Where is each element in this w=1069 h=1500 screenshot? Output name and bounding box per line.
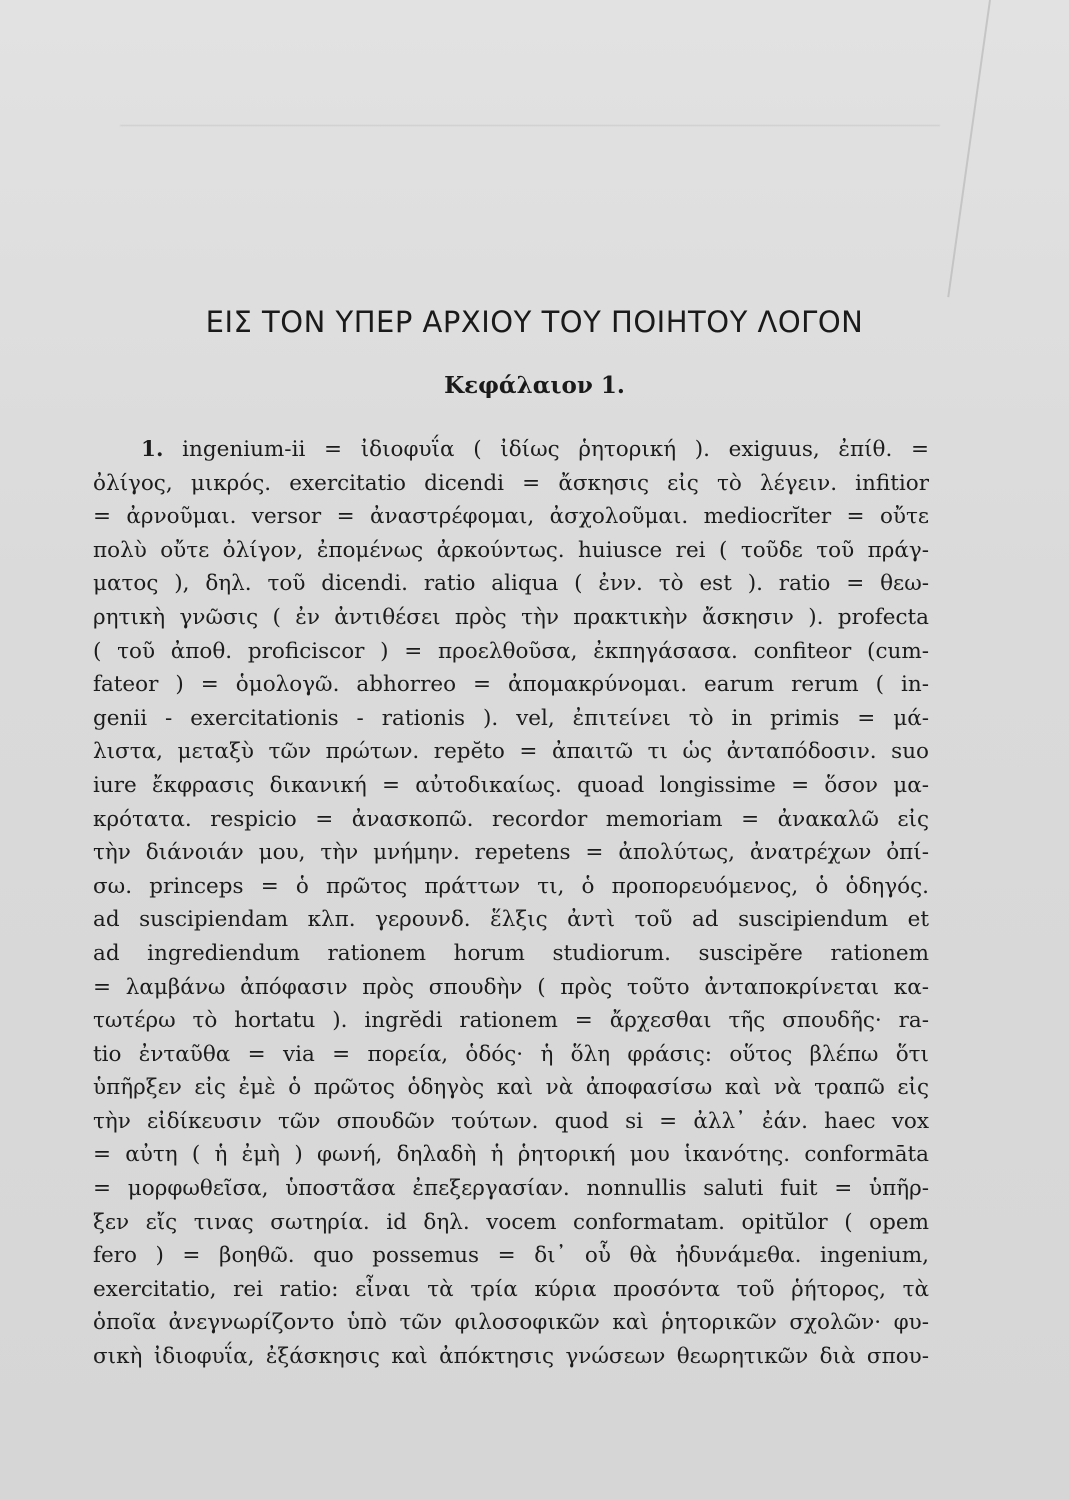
text-line: σικὴ ἰδιοφυΐα, ἐξάσκησις καὶ ἀπόκτησις γνώσεων θεωρητικῶν διὰ σπου- — [93, 1344, 929, 1370]
text-line: genii - exercitationis - rationis ). vel, ἐπιτείνει τὸ in primis = μά- — [93, 705, 929, 731]
body-text — [93, 433, 929, 1374]
text-line: τὴν εἰδίκευσιν τῶν σπουδῶν τούτων. quod si = ἀλλ᾽ ἐάν. haec vox — [93, 1108, 929, 1134]
chapter-title: Κεφάλαιον 1. — [444, 372, 625, 399]
text-line: σω. princeps = ὁ πρῶτος πράττων τι, ὁ προπορευόμενος, ὁ ὁδηγός. — [93, 873, 929, 899]
paragraph-number: 1. — [141, 437, 164, 462]
text-line: ὀλίγος, μικρός. exercitatio dicendi = ἄσκησις εἰς τὸ λέγειν. infitior — [93, 470, 929, 496]
text-line: ματος ), δηλ. τοῦ dicendi. ratio aliqua ( ἐνν. τὸ est ). ratio = θεω- — [93, 571, 929, 597]
text-line: = αὐτη ( ἡ ἐμὴ ) φωνή, δηλαδὴ ἡ ῥητορική μου ἱκανότης. conformāta — [93, 1142, 929, 1168]
text-line: ὁποῖα ἀνεγνωρίζοντο ὑπὸ τῶν φιλοσοφικῶν καὶ ῥητορικῶν σχολῶν· φυ- — [93, 1310, 929, 1336]
text-line: ξεν εἴς τινας σωτηρία. id δηλ. vocem conformatam. opitŭlor ( opem — [93, 1209, 929, 1235]
text-line: ( τοῦ ἀποθ. proficiscor ) = προελθοῦσα, ἐκπηγάσασα. confiteor (cum- — [93, 638, 929, 664]
text-line: fateor ) = ὁμολογῶ. abhorreo = ἀπομακρύνομαι. earum rerum ( in- — [93, 672, 929, 698]
text-line: ὑπῆρξεν εἰς ἐμὲ ὁ πρῶτος ὁδηγὸς καὶ νὰ ἀποφασίσω καὶ νὰ τραπῶ εἰς — [93, 1075, 929, 1101]
text-line: κρότατα. respicio = ἀνασκοπῶ. recordor memoriam = ἀνακαλῶ εἰς — [93, 806, 929, 832]
text-line: πολὺ οὔτε ὀλίγον, ἐπομένως ἀρκούντως. huiusce rei ( τοῦδε τοῦ πράγ- — [93, 537, 929, 563]
text-line: ad ingrediendum rationem horum studiorum. suscipĕre rationem — [93, 940, 929, 966]
text-line: = μορφωθεῖσα, ὑποστᾶσα ἐπεξεργασίαν. nonnullis saluti fuit = ὑπῆρ- — [93, 1176, 929, 1202]
text-line: λιστα, μεταξὺ τῶν πρώτων. repĕto = ἀπαιτῶ τι ὡς ἀνταπόδοσιν. suo — [93, 739, 929, 765]
page-title: ΕΙΣ ΤΟΝ ΥΠΕΡ ΑΡΧΙΟΥ ΤΟΥ ΠΟΙΗΤΟΥ ΛΟΓΟΝ — [205, 305, 864, 339]
text-line: τὴν διάνοιάν μου, τὴν μνήμην. repetens = ἀπολύτως, ἀνατρέχων ὀπί- — [93, 840, 929, 866]
text-line: = λαμβάνω ἀπόφασιν πρὸς σπουδὴν ( πρὸς τοῦτο ἀνταποκρίνεται κα- — [93, 974, 929, 1000]
text-line: 1. ingenium-ii = ἰδιοφυΐα ( ἰδίως ῥητορική ). exiguus, ἐπίθ. = — [141, 437, 929, 462]
text-line: ad suscipiendam κλπ. γερουνδ. ἕλξις ἀντὶ τοῦ ad suscipiendum et — [93, 907, 929, 933]
text-line: τωτέρω τὸ hortatu ). ingrĕdi rationem = ἄρχεσθαι τῆς σπουδῆς· ra- — [93, 1008, 929, 1034]
text-line: tio ἐνταῦθα = via = πορεία, ὁδός· ἡ ὅλη φράσις: οὕτος βλέπω ὅτι — [93, 1041, 929, 1067]
bleed-through-rule — [120, 125, 940, 126]
text-line: fero ) = βοηθῶ. quo possemus = δι᾽ οὗ θὰ ἠδυνάμεθα. ingenium, — [93, 1243, 929, 1269]
text-line: ρητικὴ γνῶσις ( ἐν ἀντιθέσει πρὸς τὴν πρακτικὴν ἄσκησιν ). profecta — [93, 604, 929, 630]
text-line: = ἀρνοῦμαι. versor = ἀναστρέφομαι, ἀσχολοῦμαι. mediocrĭter = οὔτε — [93, 504, 929, 530]
text-line: exercitatio, rei ratio: εἶναι τὰ τρία κύρια προσόντα τοῦ ῥήτορος, τὰ — [93, 1276, 929, 1302]
page-edge-shadow — [947, 0, 991, 297]
text-line: iure ἔκφρασις δικανική = αὐτοδικαίως. quoad longissime = ὅσον μα- — [93, 772, 929, 798]
